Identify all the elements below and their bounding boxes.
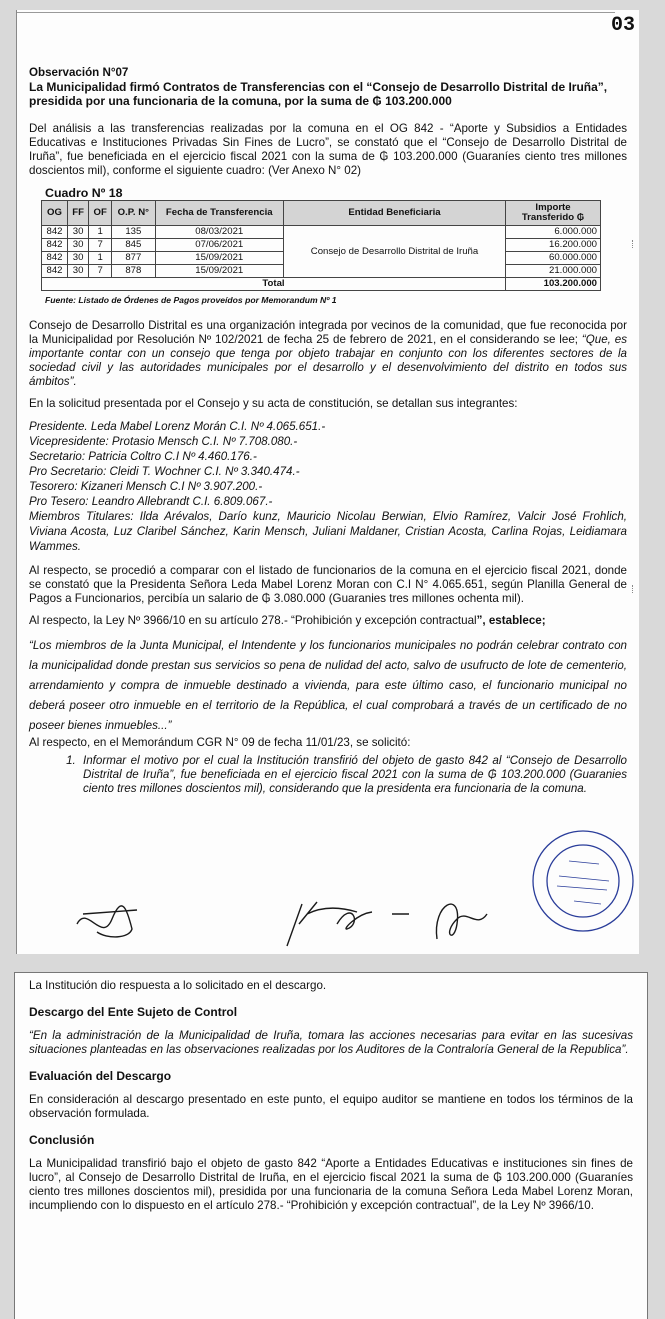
member-line: Pro Tesero: Leandro Allebrandt C.I. 6.809.067.- — [29, 495, 273, 508]
consejo-paragraph-quote: “Que, es importante contar con un consejo que tenga por objeto trabajar en conjunto con los diferentes sectores de la sociedad civil y las autoridades municipales por el desarrollo y el desenvolvimiento del distrito en todos sus ámbitos”. — [29, 333, 627, 388]
cell-og: 842 — [42, 252, 68, 265]
solicitud-paragraph: En la solicitud presentada por el Consejo y su acta de constitución, se detallan sus integrantes: — [29, 397, 518, 410]
cell-ff: 30 — [68, 252, 89, 265]
signature-3 — [436, 904, 487, 939]
col-header-of: OF — [89, 201, 112, 226]
cell-fecha: 15/09/2021 — [155, 265, 283, 278]
intro-line: La Institución dio respuesta a lo solicitado en el descargo. — [29, 979, 327, 992]
margin-mark — [632, 585, 637, 593]
cell-of: 1 — [89, 252, 112, 265]
official-stamp — [529, 826, 637, 936]
signature-1b — [83, 910, 137, 914]
consejo-paragraph-intro: Consejo de Desarrollo Distrital es una organización integrada por vecinos de la comunidad, que fue reconocida por la Municipalidad por Resolución Nº 102/2021 de fecha 25 de febrero de 2021, en el considerando se lee; — [29, 319, 627, 346]
conclusion-text: La Municipalidad transfirió bajo el objeto de gasto 842 “Aporte a Entidades Educativas e instituciones sin fines de lucro”, al Consejo de Desarrollo Distrital de Iruña, en el ejercicio fiscal 2021 la suma de ₲ 103.200.000 (Guaraníes ciento tres millones doscientos mil), presidida por una funcionaria de la comuna Señora Leda Mabel Lorenz Moran, incumpliendo con lo dispuesto en el artículo 278.- “Prohibición y excepción contractual”, de la Ley Nº 3966/10. — [29, 1157, 633, 1212]
signature-2 — [287, 902, 372, 946]
total-label: Total — [42, 278, 506, 291]
member-line: Tesorero: Kizaneri Mensch C.I Nº 3.907.200.- — [29, 480, 263, 493]
col-header-op: O.P. N° — [112, 201, 155, 226]
intro-paragraph: Del análisis a las transferencias realizadas por la comuna en el OG 842 - “Aporte y Subsidios a Entidades Educativas e Instituciones Privadas Sin Fines de Lucro”, se constató que el “Consejo de Desarrollo Distrital de Iruña”, fue beneficiada en el ejercicio fiscal 2021 con la suma de ₲ 103.200.000 (Guaraníes ciento tres millones doscientos mil), conforme el siguiente cuadro: (Ver Anexo N° 02) — [29, 122, 627, 177]
cell-fecha: 07/06/2021 — [155, 239, 283, 252]
conclusion-heading: Conclusión — [29, 1133, 95, 1147]
ley-paragraph-end: ”, establece; — [476, 614, 546, 627]
descargo-text: “En la administración de la Municipalidad de Iruña, tomara las acciones necesarias para evitar en las sucesivas situaciones planteadas en las observaciones realizadas por los Auditores de la Contraloría General de la Republica”. — [29, 1029, 633, 1056]
evaluacion-text: En consideración al descargo presentado en este punto, el equipo auditor se mantiene en todos los términos de la observación formulada. — [29, 1093, 633, 1120]
cell-og: 842 — [42, 226, 68, 239]
cell-of: 7 — [89, 265, 112, 278]
cell-entity: Consejo de Desarrollo Distrital de Iruña — [284, 226, 506, 278]
cell-fecha: 15/09/2021 — [155, 252, 283, 265]
comparison-paragraph: Al respecto, se procedió a comparar con el listado de funcionarios de la comuna en el ejercicio fiscal 2021, donde se constató que la Presidenta Señora Leda Mabel Lorenz Moran con C.I N° 4.065.651, según Planilla General de Pagos a Funcionarios, percibía un salario de ₲ 3.080.000 (Guaranies tres millones ochenta mil). — [29, 564, 627, 605]
memo-paragraph: Al respecto, en el Memorándum CGR N° 09 de fecha 11/01/23, se solicitó: — [29, 736, 411, 749]
member-line: Miembros Titulares: Ilda Arévalos, Darío kunz, Mauricio Nicolau Berwian, Elvio Ramírez, Valcir José Frohlich, Viviana Acosta, Luz Claribel Sánchez, Karin Mensch, Juliani Maldaner, Cristian Acosta, Carlina Rojas, Leidiamara Wammes. — [29, 510, 627, 553]
consejo-paragraph — [29, 319, 627, 389]
ley-paragraph-intro: Al respecto, la Ley Nº 3966/10 en su artículo 278.- “Prohibición y excepción contractual — [29, 614, 477, 627]
cell-ff: 30 — [68, 265, 89, 278]
col-header-og: OG — [42, 201, 68, 226]
table-row — [42, 226, 601, 239]
evaluacion-heading: Evaluación del Descargo — [29, 1069, 172, 1083]
col-header-entidad: Entidad Beneficiaria — [284, 201, 506, 226]
col-header-importe: Importe Transferido ₲ — [506, 201, 601, 226]
member-line: Pro Secretario: Cleidi T. Wochner C.I. Nº 3.340.474.- — [29, 465, 300, 478]
cell-op: 877 — [112, 252, 155, 265]
descargo-heading: Descargo del Ente Sujeto de Control — [29, 1005, 238, 1019]
page-2-content — [29, 979, 633, 1221]
cell-importe: 60.000.000 — [506, 252, 601, 265]
cell-importe: 6.000.000 — [506, 226, 601, 239]
col-header-fecha: Fecha de Transferencia — [155, 201, 283, 226]
page-top-border — [17, 12, 615, 13]
cell-ff: 30 — [68, 226, 89, 239]
table-source: Fuente: Listado de Órdenes de Pagos proveídos por Memorandum Nº 1 — [45, 295, 337, 305]
cell-og: 842 — [42, 239, 68, 252]
total-value: 103.200.000 — [506, 278, 601, 291]
members-list — [29, 419, 627, 554]
cell-fecha: 08/03/2021 — [155, 226, 283, 239]
page-1-content — [29, 66, 627, 796]
cell-ff: 30 — [68, 239, 89, 252]
law-quote: “Los miembros de la Junta Municipal, el Intendente y los funcionarios municipales no podrán celebrar contrato con la municipalidad donde prestan sus servicios so pena de nulidad del acto, salvo de usufructo de lote de cementerio, arrendamiento y compra de inmueble destinado a vivienda, para este último caso, el funcionario municipal no deberá poseer otro inmueble en el territorio de la República, el cual comprobará a través de un certificado de no poseer bienes inmuebles...” — [29, 639, 627, 732]
margin-mark — [632, 240, 637, 248]
document-page-2 — [14, 972, 648, 1319]
transfers-table — [41, 200, 601, 291]
table-total-row — [42, 278, 601, 291]
ley-paragraph — [29, 614, 627, 628]
document-page-1 — [16, 10, 639, 954]
cell-of: 7 — [89, 239, 112, 252]
col-header-ff: FF — [68, 201, 89, 226]
cell-op: 878 — [112, 265, 155, 278]
cell-op: 135 — [112, 226, 155, 239]
observation-number: Observación N°07 — [29, 66, 129, 79]
cell-importe: 16.200.000 — [506, 239, 601, 252]
request-list — [29, 754, 627, 796]
page-number: 03 — [610, 14, 635, 37]
observation-title: La Municipalidad firmó Contratos de Transferencias con el “Consejo de Desarrollo Distrital de Iruña”, presidida por una funcionaria de la comuna, por la suma de ₲ 103.200.000 — [29, 80, 608, 108]
table-title: Cuadro Nº 18 — [45, 186, 123, 200]
request-item: 1. Informar el motivo por el cual la Institución transfirió del objeto de gasto 842 al “Consejo de Desarrollo Distrital de Iruña”, fue beneficiada en el ejercicio fiscal 2021 con la suma de ₲ 103.200.000 (Guaranies ciento tres millones doscientos mil), considerando que la presidenta era funcionaria de la comuna. — [79, 754, 627, 796]
member-line: Presidente. Leda Mabel Lorenz Morán C.I. Nº 4.065.651.- — [29, 420, 326, 433]
member-line: Vicepresidente: Protasio Mensch C.I. Nº 7.708.080.- — [29, 435, 298, 448]
member-line: Secretario: Patricia Coltro C.I Nº 4.460.176.- — [29, 450, 257, 463]
cell-importe: 21.000.000 — [506, 265, 601, 278]
cell-of: 1 — [89, 226, 112, 239]
cell-op: 845 — [112, 239, 155, 252]
cell-og: 842 — [42, 265, 68, 278]
